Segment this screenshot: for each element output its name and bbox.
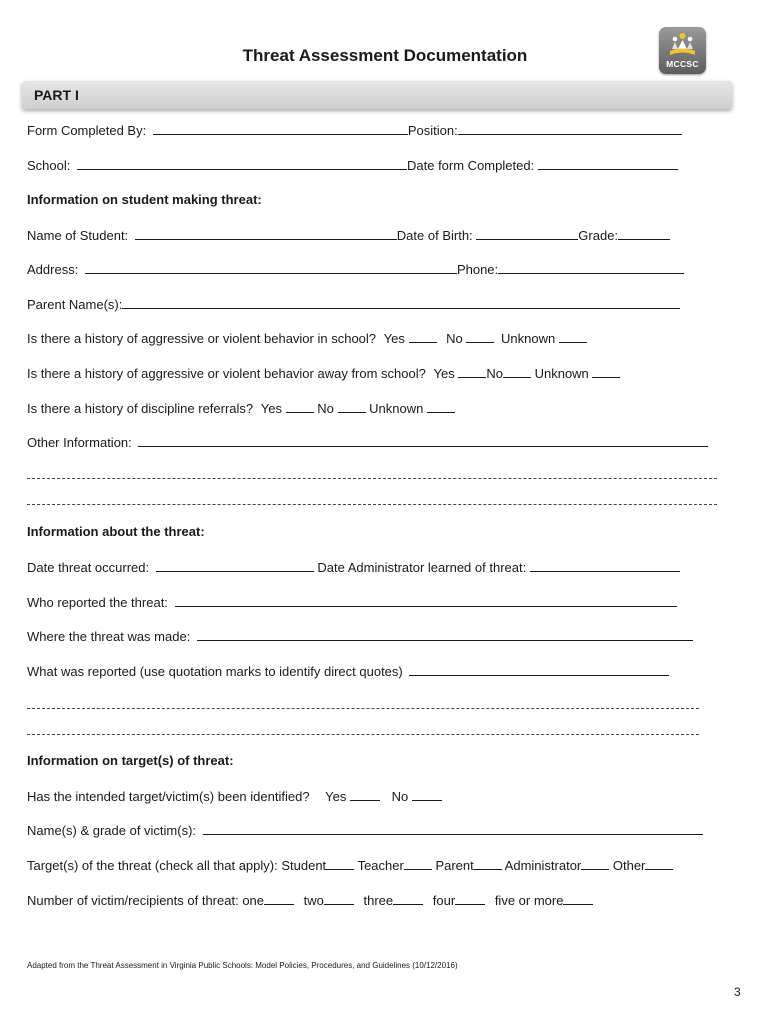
count-one-blank[interactable] [264,892,294,905]
target-identified-question: Has the intended target/victim(s) been identified? [27,789,310,804]
page-title: Threat Assessment Documentation [242,46,528,65]
what-reported-line-2[interactable] [27,708,699,709]
victim-names-field[interactable] [203,822,703,835]
threat-dates-row [27,559,680,576]
count-two-blank[interactable] [324,892,354,905]
yes-label: Yes [383,331,405,346]
other-info-line-3[interactable] [27,504,717,505]
address-label: Address: [27,262,79,277]
what-reported-label: What was reported (use quotation marks to identify direct quotes) [27,664,403,679]
who-reported-row [27,594,677,611]
target-option-student: Student [281,858,327,873]
discipline-row [27,400,455,417]
threat-section-heading: Information about the threat: [27,524,205,539]
target-student-blank[interactable] [326,857,354,870]
target-option-teacher: Teacher [357,858,404,873]
yes-label: Yes [260,401,282,416]
targets-label: Target(s) of the threat (check all that apply): [27,858,278,873]
student-name-label: Name of Student: [27,228,129,243]
no-label: No [317,401,334,416]
count-option-two: two [303,893,324,908]
target-option-administrator: Administrator [504,858,582,873]
victim-count-label: Number of victim/recipients of threat: [27,893,239,908]
where-made-row [27,628,693,645]
count-five-blank[interactable] [563,892,593,905]
discipline-no-blank[interactable] [338,400,366,413]
date-form-completed-label: Date form Completed: [407,158,535,173]
school-label: School: [27,158,71,173]
what-reported-row [27,663,669,680]
history-school-yes-blank[interactable] [409,330,437,343]
other-info-row [27,434,708,451]
discipline-unknown-blank[interactable] [427,400,455,413]
history-school-question: Is there a history of aggressive or violent behavior in school? [27,331,377,346]
no-label: No [391,789,409,804]
date-form-completed-field[interactable] [538,157,678,170]
other-info-label: Other Information: [27,435,132,450]
date-admin-label: Date Administrator learned of threat: [317,560,527,575]
target-identified-yes-blank[interactable] [350,788,380,801]
count-three-blank[interactable] [393,892,423,905]
school-field[interactable] [77,157,407,170]
victim-count-row [27,892,593,909]
discipline-yes-blank[interactable] [286,400,314,413]
parent-field[interactable] [122,296,680,309]
history-school-no-blank[interactable] [466,330,494,343]
address-row [27,261,684,278]
form-completed-by-label: Form Completed By: [27,123,147,138]
history-school-unknown-blank[interactable] [559,330,587,343]
where-made-field[interactable] [197,628,693,641]
position-field[interactable] [458,122,682,135]
count-option-four: four [432,893,456,908]
student-name-row [27,227,670,244]
history-away-no-blank[interactable] [503,365,531,378]
who-reported-label: Who reported the threat: [27,595,168,610]
yes-label: Yes [325,789,347,804]
student-name-field[interactable] [135,227,397,240]
where-made-label: Where the threat was made: [27,629,191,644]
grade-field[interactable] [618,227,670,240]
date-occurred-label: Date threat occurred: [27,560,150,575]
count-four-blank[interactable] [455,892,485,905]
target-option-other: Other [612,858,646,873]
school-emblem-icon [667,31,698,59]
date-occurred-field[interactable] [156,559,314,572]
no-label: No [486,366,503,381]
school-row [27,157,678,174]
target-option-parent: Parent [435,858,474,873]
other-info-line-2[interactable] [27,478,717,479]
count-option-three: three [363,893,394,908]
mccsc-logo [659,27,706,74]
what-reported-line-3[interactable] [27,734,699,735]
student-section-heading: Information on student making threat: [27,192,262,207]
what-reported-field[interactable] [409,663,669,676]
unknown-label: Unknown [534,366,589,381]
history-away-unknown-blank[interactable] [592,365,620,378]
count-option-five-or-more: five or more [494,893,564,908]
victim-names-label: Name(s) & grade of victim(s): [27,823,197,838]
history-away-row [27,365,620,382]
who-reported-field[interactable] [175,594,677,607]
count-option-one: one [242,893,265,908]
target-administrator-blank[interactable] [581,857,609,870]
no-label: No [446,331,463,346]
logo-text: MCCSC [666,59,699,69]
target-identified-row [27,788,442,805]
other-info-field[interactable] [138,434,708,447]
form-completed-by-field[interactable] [153,122,408,135]
phone-field[interactable] [498,261,684,274]
footer-note: Adapted from the Threat Assessment in Virginia Public Schools: Model Policies, Procedures, and Guidelines (10/12/2016) [27,961,458,970]
target-identified-no-blank[interactable] [412,788,442,801]
dob-field[interactable] [476,227,578,240]
target-teacher-blank[interactable] [404,857,432,870]
part-header-bar [22,81,732,109]
dob-label: Date of Birth: [396,228,473,243]
history-away-yes-blank[interactable] [458,365,486,378]
targets-row [27,857,673,874]
form-completed-row [27,122,682,139]
page-number: 3 [734,985,741,999]
yes-label: Yes [433,366,455,381]
phone-label: Phone: [456,262,499,277]
target-section-heading: Information on target(s) of threat: [27,753,234,768]
history-away-question: Is there a history of aggressive or violent behavior away from school? [27,366,426,381]
target-other-blank[interactable] [645,857,673,870]
unknown-label: Unknown [369,401,424,416]
address-field[interactable] [85,261,457,274]
victim-names-row [27,822,703,839]
position-label: Position: [407,123,458,138]
parent-row [27,296,680,313]
target-parent-blank[interactable] [474,857,502,870]
unknown-label: Unknown [501,331,556,346]
part-label: PART I [34,87,79,103]
grade-label: Grade: [578,228,619,243]
history-school-row [27,330,587,347]
parent-label: Parent Name(s): [27,297,123,312]
discipline-question: Is there a history of discipline referrals? [27,401,254,416]
date-admin-field[interactable] [530,559,680,572]
